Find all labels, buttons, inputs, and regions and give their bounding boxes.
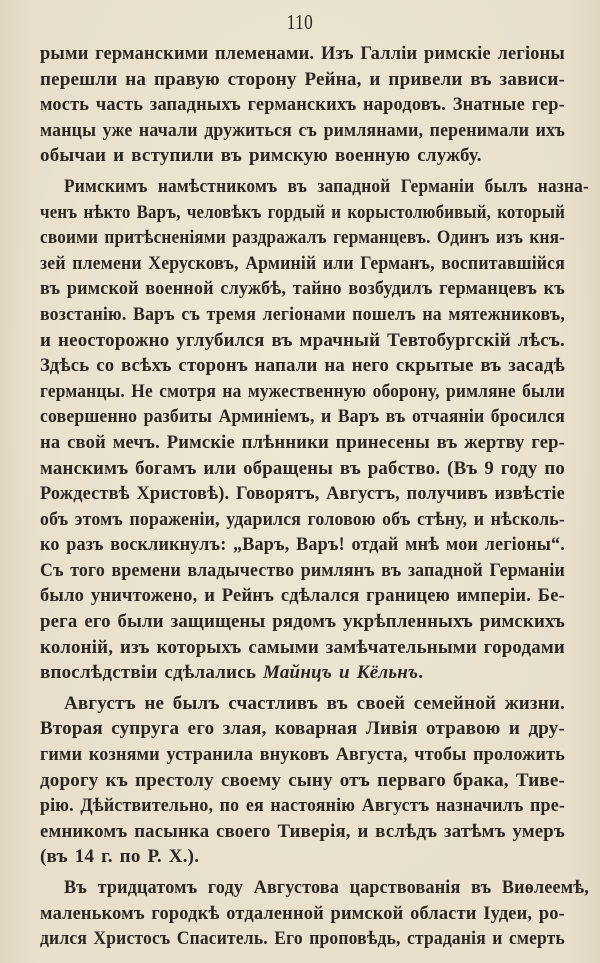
text-line: маленькомъ городкѣ отдаленной римской области Іудеи, ро- xyxy=(40,902,565,924)
text-line: Августъ не былъ счастливъ въ своей семейной жизни. xyxy=(64,692,565,714)
text-line: гими кознями устранила внуковъ Августа, чтобы проложить xyxy=(40,744,566,766)
text-line: мость часть западныхъ германскихъ народовъ. Знатные гер- xyxy=(40,94,565,116)
text-line: манцы уже начали дружиться съ римлянами, перенимали ихъ xyxy=(40,119,566,141)
text-line: зей племени Херусковъ, Арминій или Германъ, воспитавшійся xyxy=(40,252,565,274)
text-line: рыми германскими племенами. Изъ Галліи римскіе легіоны xyxy=(40,43,565,64)
paragraph xyxy=(40,875,589,952)
text-line xyxy=(40,660,565,686)
text-line: колоній, изъ которыхъ самыми замѣчательными городами xyxy=(40,636,566,658)
paragraph xyxy=(40,174,589,686)
paragraph xyxy=(40,41,565,169)
text-run: . xyxy=(418,662,424,684)
page-number: 110 xyxy=(286,10,314,34)
text-line: дился Христосъ Спаситель. Его проповѣдь, страданія и смерть xyxy=(40,928,566,950)
text-line: германцы. Не смотря на мужественную оборону, римляне были xyxy=(40,380,565,402)
paragraph xyxy=(40,691,565,870)
text-line: своими притѣсненіями раздражалъ германцевъ. Одинъ изъ кня- xyxy=(40,227,566,249)
text-line: манскимъ богамъ или обращены въ рабство. (Въ 9 году по xyxy=(40,457,565,479)
text-line: Здѣсь со всѣхъ сторонъ напали на него скрытые въ засадѣ xyxy=(40,355,565,377)
text-line: Въ тридцатомъ году Августова царствованія въ Виѳлеемѣ, xyxy=(63,877,589,898)
text-line: емникомъ пасынка своего Тиверія, и вслѣдъ затѣмъ умеръ xyxy=(40,820,565,842)
text-run: впослѣдствіи сдѣлались xyxy=(40,662,264,684)
text-line: въ римской военной службѣ, тайно возбудилъ германцевъ къ xyxy=(40,278,565,300)
text-line: дорогу къ престолу своему сыну отъ перваго брака, Тиве- xyxy=(40,769,565,791)
text-line: было уничтожено, и Рейнъ сдѣлался границею имперіи. Бе- xyxy=(40,585,565,607)
text-line: на свой мечъ. Римскіе плѣнники принесены въ жертву гер- xyxy=(40,431,566,453)
text-line: Вторая супруга его злая, коварная Ливія отравою и дру- xyxy=(40,718,565,740)
text-line: и неосторожно углубился въ мрачный Тевтобургскій лѣсъ. xyxy=(40,329,565,351)
body-text xyxy=(40,41,589,952)
text-line: объ этомъ пораженіи, ударился головою объ стѣну, и нѣсколь- xyxy=(40,508,565,530)
text-line: совершенно разбиты Арминіемъ, и Варъ въ отчаяніи бросился xyxy=(40,406,566,428)
text-line: Съ того времени владычество римлянъ въ западной Германіи xyxy=(40,559,566,581)
text-line: (въ 14 г. по Р. Х.). xyxy=(40,846,200,868)
text-line: рію. Дѣйствительно, по ея настоянію Августъ назначилъ пре- xyxy=(40,795,565,817)
text-line: возстанію. Варъ съ тремя легіонами пошелъ на мятежниковъ, xyxy=(40,303,566,325)
text-line: Римскимъ намѣстникомъ въ западной Германіи былъ назна- xyxy=(63,175,589,197)
text-line: Рождествѣ Христовѣ). Говорятъ, Августъ, получивъ извѣстіе xyxy=(40,483,565,505)
italic-city-names: Майнцъ и Кёльнъ xyxy=(263,662,419,684)
text-line: ко разъ воскликнулъ: „Варъ, Варъ! отдай мнѣ мои легіоны“. xyxy=(40,534,565,556)
text-line: обычаи и вступили въ римскую военную службу. xyxy=(40,145,482,167)
text-line: перешли на правую сторону Рейна, и привели въ зависи- xyxy=(40,68,565,90)
text-line: ченъ нѣкто Варъ, человѣкъ гордый и корыстолюбивый, который xyxy=(40,201,566,223)
text-line: рега его были защищены рядомъ укрѣпленныхъ римскихъ xyxy=(40,611,565,633)
